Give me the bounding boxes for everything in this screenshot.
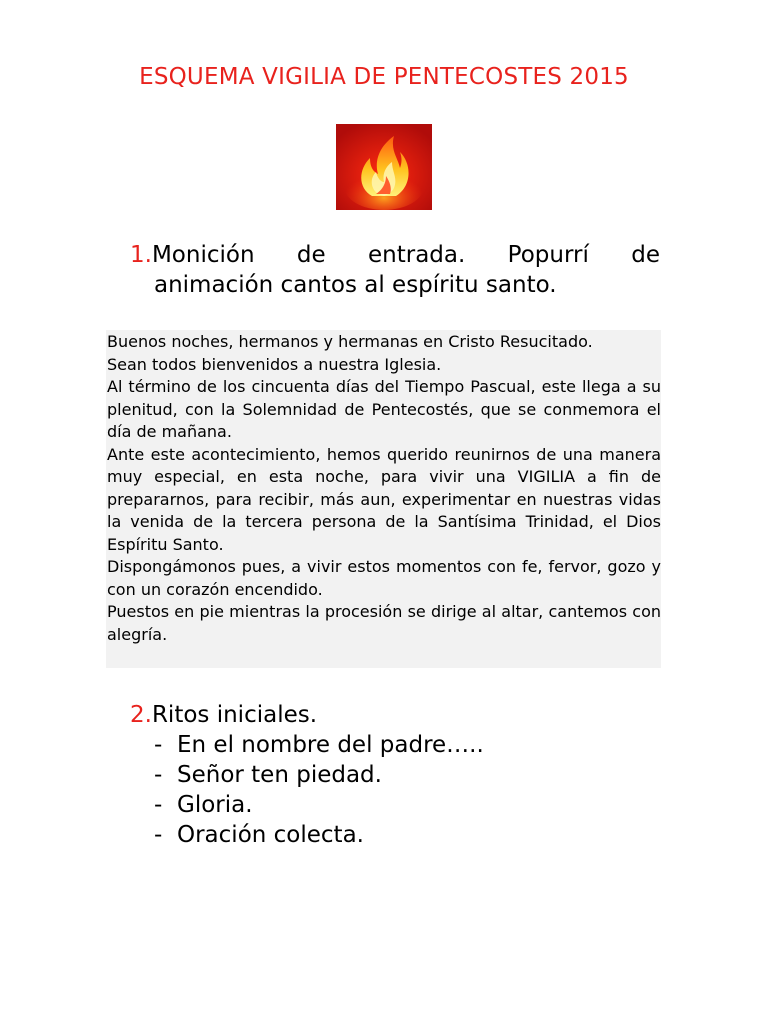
flame-image (336, 124, 432, 210)
list-item: - Señor ten piedad. (154, 762, 382, 788)
paragraph: Puestos en pie mientras la procesión se dirige al altar, cantemos con alegría. (107, 602, 661, 644)
list-item: - En el nombre del padre….. (154, 732, 484, 758)
paragraph: Ante este acontecimiento, hemos querido reunirnos de una manera muy especial, en esta noche, para vivir una VIGILIA a fin de prepararnos, para recibir, más aun, experimentar en nuestras vidas la venida de la tercera persona de la Santísima Trinidad, el Dios Espíritu Santo. (107, 444, 661, 554)
section-word: entrada. (368, 242, 466, 268)
section-heading-line (130, 240, 660, 270)
ritos-list (130, 730, 660, 850)
monicion-text (107, 331, 661, 646)
list-item: - Oración colecta. (154, 822, 364, 848)
section-word: de (631, 242, 660, 268)
paragraph: Al término de los cincuenta días del Tiempo Pascual, este llega a su plenitud, con la Solemnidad de Pentecostés, que se conmemora el día de mañana. (107, 377, 661, 441)
section-word: Popurrí (507, 242, 589, 268)
section-ritos (130, 700, 660, 850)
paragraph: Buenos noches, hermanos y hermanas en Cristo Resucitado. (107, 332, 593, 351)
section-number: 2. (130, 702, 152, 728)
paragraph: Dispongámonos pues, a vivir estos momentos con fe, fervor, gozo y con un corazón encendido. (107, 557, 661, 599)
list-item: - Gloria. (154, 792, 253, 818)
section-number: 1. (130, 242, 152, 268)
section-heading-line: animación cantos al espíritu santo. (154, 272, 557, 298)
section-word: 1.Monición (130, 242, 255, 268)
section-heading: Ritos iniciales. (151, 702, 318, 728)
section-word: de (296, 242, 326, 268)
paragraph: Sean todos bienvenidos a nuestra Iglesia. (107, 354, 442, 374)
section-monicion-heading (130, 240, 660, 300)
section-heading-line (130, 700, 660, 730)
document-title: ESQUEMA VIGILIA DE PENTECOSTES 2015 (139, 64, 629, 90)
flame-icon (336, 124, 432, 210)
